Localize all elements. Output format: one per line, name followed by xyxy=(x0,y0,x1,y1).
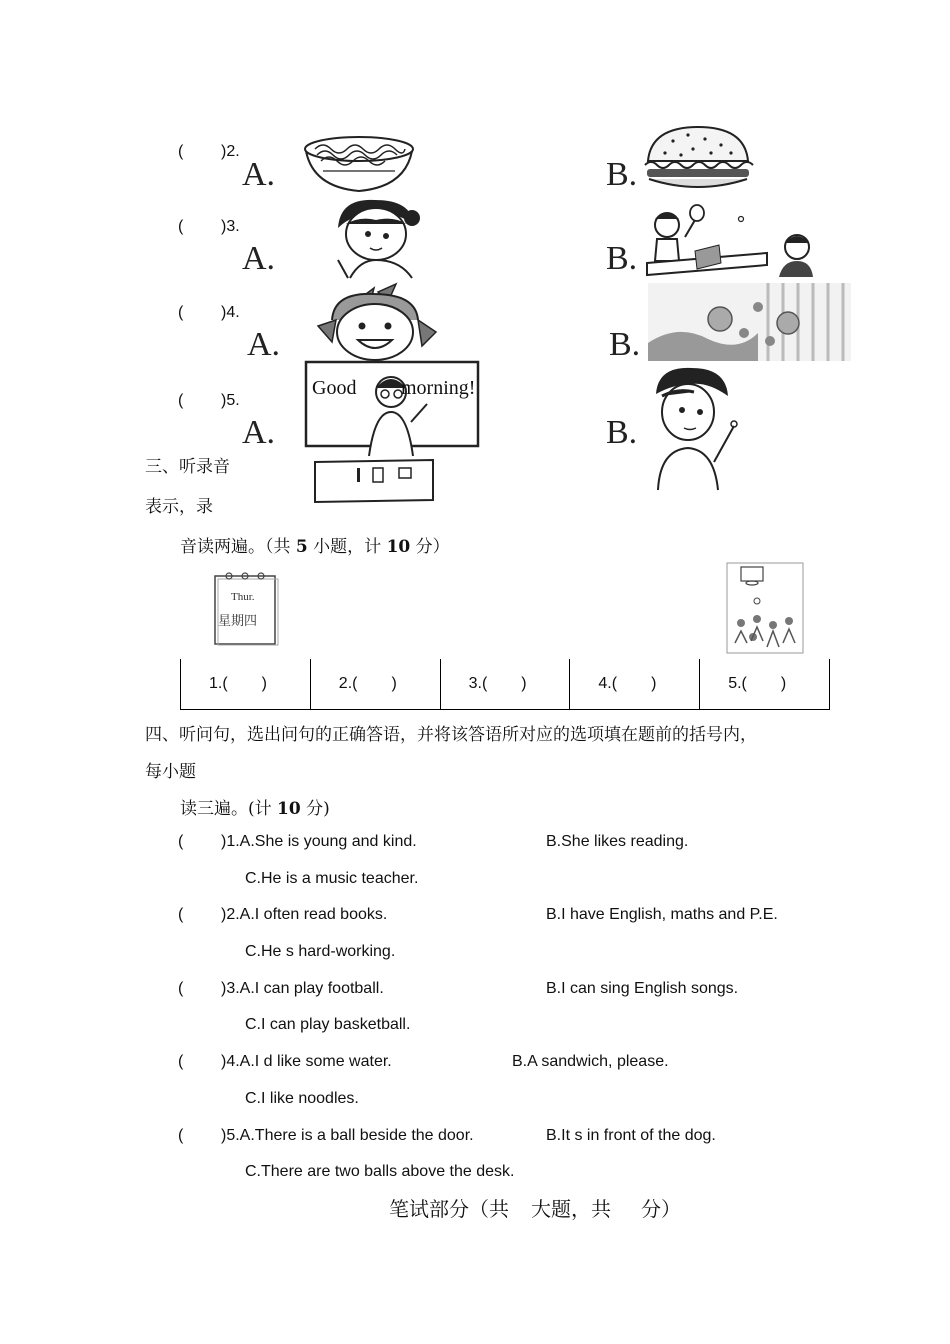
question-2-option-b: B.I have English, maths and P.E. xyxy=(546,906,778,923)
calendar-day: Thur. xyxy=(231,591,255,603)
noodle-bowl-icon xyxy=(303,135,415,193)
answer-paren: ( xyxy=(178,143,184,160)
section-4-heading: 四、听问句，选出问句的正确答语，并将该答语所对应的选项填在题前的括号内， xyxy=(145,725,757,745)
hamburger-icon xyxy=(643,125,753,193)
question-2-option-a: )2.A.I often read books. xyxy=(221,906,388,923)
question-1-option-c: C.He is a music teacher. xyxy=(245,870,419,887)
girl-writing-icon xyxy=(330,198,425,278)
option-a-label: A. xyxy=(242,240,276,277)
answer-cell-3[interactable]: 3.( ) xyxy=(440,659,570,709)
option-a-label: A. xyxy=(242,414,276,451)
answer-paren: ( xyxy=(178,392,184,409)
section-3-heading-line2: 表示，录 xyxy=(145,497,213,517)
answer-cell-4[interactable]: 4.( ) xyxy=(570,659,700,709)
answer-cell-5[interactable]: 5.( ) xyxy=(700,659,830,709)
answer-paren: ( xyxy=(178,833,184,850)
answer-paren: ( xyxy=(178,980,184,997)
section-4-instructions: 读三遍。(计 10 分) xyxy=(180,799,330,819)
option-a-label: A. xyxy=(247,326,281,363)
answer-paren: ( xyxy=(178,1053,184,1070)
question-1-option-a: )1.A.She is young and kind. xyxy=(221,833,417,850)
children-in-garden-icon xyxy=(648,283,851,361)
written-part-heading: 笔试部分（共 大题，共 分） xyxy=(389,1197,681,1221)
answer-cell-1[interactable]: 1.( ) xyxy=(181,659,311,709)
answer-cell-2[interactable]: 2.( ) xyxy=(310,659,440,709)
board-text-morning: morning! xyxy=(401,377,476,399)
option-b-label: B. xyxy=(606,156,638,193)
section-3-heading: 三、听录音 xyxy=(145,457,230,477)
question-3-option-b: B.I can sing English songs. xyxy=(546,980,739,997)
basketball-icon xyxy=(727,563,803,653)
board-text-good: Good xyxy=(312,377,357,399)
question-number: )4. xyxy=(221,304,240,321)
smiling-girl-icon xyxy=(318,280,436,360)
option-b-label: B. xyxy=(606,414,638,451)
girl-pointing-icon xyxy=(648,366,740,490)
question-4-option-c: C.I like noodles. xyxy=(245,1090,359,1107)
question-4-option-a: )4.A.I d like some water. xyxy=(221,1053,392,1070)
question-4-option-b: B.A sandwich, please. xyxy=(512,1053,669,1070)
answer-paren: ( xyxy=(178,906,184,923)
question-2-option-c: C.He s hard-working. xyxy=(245,943,396,960)
answer-paren: ( xyxy=(178,218,184,235)
question-1-option-b: B.She likes reading. xyxy=(546,833,689,850)
question-5-option-a: )5.A.There is a ball beside the door. xyxy=(221,1127,474,1144)
question-5-option-b: B.It s in front of the dog. xyxy=(546,1127,716,1144)
teacher-at-board-icon xyxy=(305,360,480,502)
question-number: )3. xyxy=(221,218,240,235)
calendar-icon xyxy=(213,572,279,646)
section-3-instructions: 音读两遍。（共 5 小题，计 10 分） xyxy=(180,537,450,557)
question-3-option-a: )3.A.I can play football. xyxy=(221,980,384,997)
question-number: )2. xyxy=(221,143,240,160)
option-b-label: B. xyxy=(609,326,641,363)
calendar-cn-day: 星期四 xyxy=(218,614,258,629)
answer-paren: ( xyxy=(178,1127,184,1144)
table-tennis-icon xyxy=(645,205,815,277)
section-3-answer-table xyxy=(180,659,830,710)
section-4-heading-line2: 每小题 xyxy=(145,762,196,782)
option-b-label: B. xyxy=(606,240,638,277)
question-3-option-c: C.I can play basketball. xyxy=(245,1016,411,1033)
answer-paren: ( xyxy=(178,304,184,321)
question-number: )5. xyxy=(221,392,240,409)
question-5-option-c: C.There are two balls above the desk. xyxy=(245,1163,515,1180)
option-a-label: A. xyxy=(242,156,276,193)
